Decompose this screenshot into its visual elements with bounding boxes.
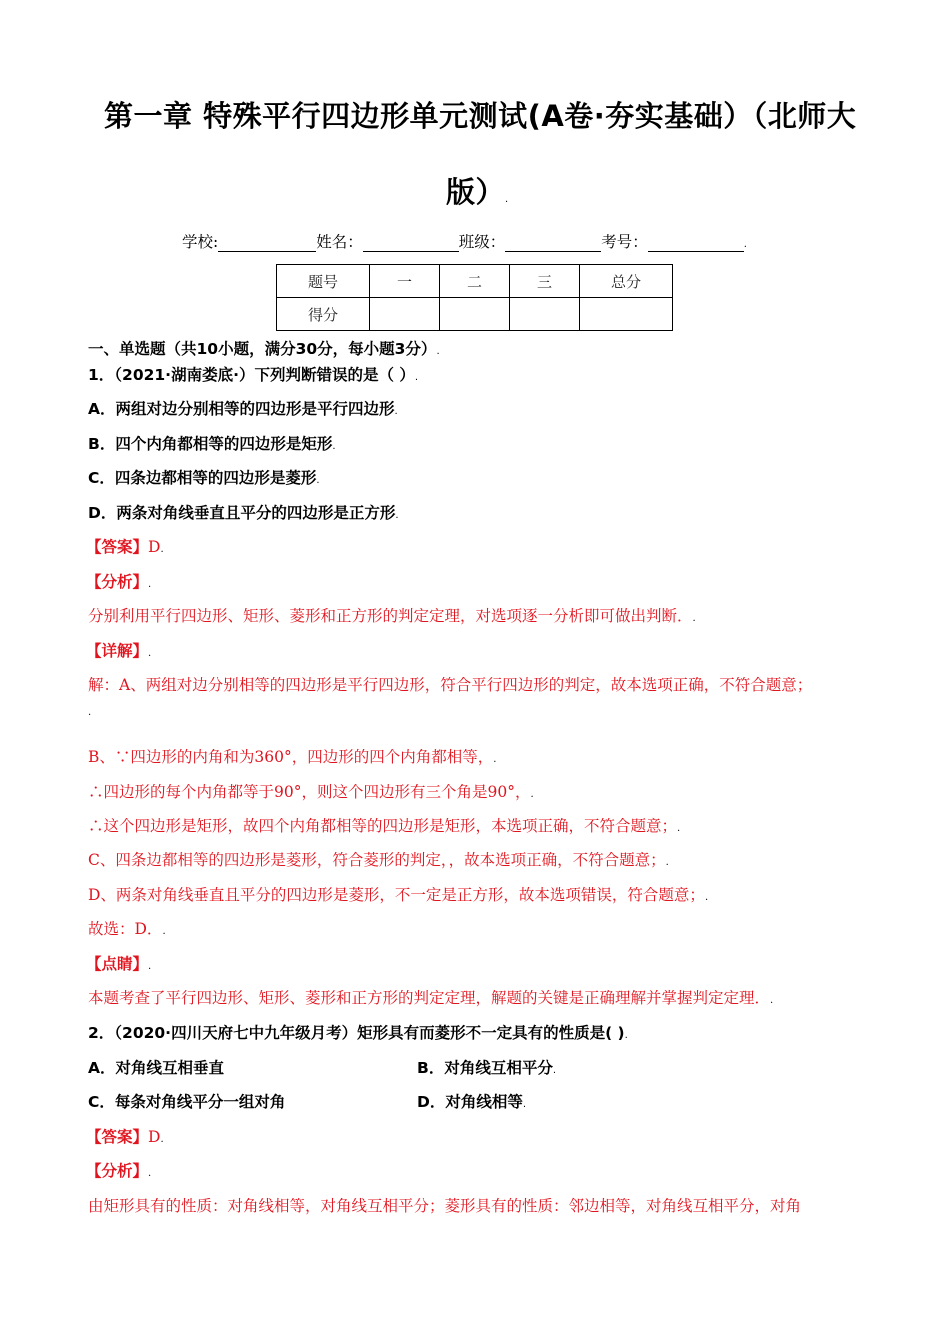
question-1-detail-line: ∴这个四边形是矩形，故四个内角都相等的四边形是矩形，本选项正确，不符合题意；. <box>88 817 681 835</box>
score-cell[interactable] <box>510 298 580 331</box>
question-2-option-a: A．对角线互相垂直 <box>88 1059 224 1077</box>
name-label: 姓名： <box>316 233 363 251</box>
question-1-detail-line: D、两条对角线垂直且平分的四边形是菱形，不一定是正方形，故本选项错误，符合题意；. <box>88 886 709 904</box>
question-1-option-d: D．两条对角线垂直且平分的四边形是正方形. <box>88 504 399 522</box>
score-table <box>276 264 673 331</box>
question-1-detail-line: 故选：D．. <box>88 920 166 938</box>
title-line-1: 第一章 特殊平行四边形单元测试(A卷·夯实基础）（北师大 <box>104 99 857 133</box>
question-1-detail-line: C、四条边都相等的四边形是菱形，符合菱形的判定，，故本选项正确，不符合题意；. <box>88 851 669 869</box>
question-2-analysis: 由矩形具有的性质：对角线相等，对角线互相平分；菱形具有的性质：邻边相等，对角线互相平分，对角 <box>88 1197 802 1215</box>
question-1-analysis-tag: 【分析】. <box>86 573 152 591</box>
exam-no-label: 考号： <box>601 233 648 251</box>
class-label: 班级： <box>458 233 506 251</box>
answer-value: D <box>148 538 161 556</box>
name-field[interactable] <box>363 235 459 252</box>
question-2-stem: 2．（2020·四川天府七中九年级月考）矩形具有而菱形不一定具有的性质是( ). <box>88 1024 628 1042</box>
question-2-answer: 【答案】D. <box>86 1128 164 1146</box>
question-1-comment-tag: 【点睛】. <box>86 955 152 973</box>
score-table-header-row <box>277 265 673 298</box>
answer-tag: 【答案】 <box>86 538 149 556</box>
question-1-detail-line: ∴四边形的每个内角都等于90°，则这个四边形有三个角是90°，. <box>88 783 534 801</box>
score-row-label: 得分 <box>277 298 370 331</box>
score-cell[interactable] <box>580 298 673 331</box>
class-field[interactable] <box>505 235 601 252</box>
answer-tag: 【答案】 <box>86 1128 149 1146</box>
table-header-cell: 二 <box>440 265 510 298</box>
section-heading: 一、单选题（共10小题，满分30分，每小题3分）. <box>88 340 440 358</box>
question-1-detail-tag: 【详解】. <box>86 642 152 660</box>
score-cell[interactable] <box>440 298 510 331</box>
paragraph-mark: . <box>88 707 92 718</box>
question-1-detail-line: B、∵四边形的内角和为360°，四边形的四个内角都相等，. <box>88 748 497 766</box>
question-1-detail-line: 解：A、两组对边分别相等的四边形是平行四边形，符合平行四边形的判定，故本选项正确，不符合题意； <box>88 676 813 694</box>
question-1-option-b: B．四个内角都相等的四边形是矩形. <box>88 435 336 453</box>
table-header-cell: 一 <box>370 265 440 298</box>
page-title <box>104 94 856 135</box>
score-table-score-row <box>277 298 673 331</box>
school-field[interactable] <box>218 235 316 252</box>
question-1-option-a: A．两组对边分别相等的四边形是平行四边形. <box>88 400 398 418</box>
page-title-continued: 版）. <box>446 175 509 209</box>
question-1-analysis: 分别利用平行四边形、矩形、菱形和正方形的判定定理，对选项逐一分析即可做出判断．. <box>88 607 696 625</box>
question-2-option-b: B．对角线互相平分. <box>417 1059 557 1077</box>
question-2-option-d: D．对角线相等. <box>417 1093 527 1111</box>
question-1-option-c: C．四条边都相等的四边形是菱形. <box>88 469 320 487</box>
answer-value: D <box>148 1128 161 1146</box>
table-header-cell: 总分 <box>580 265 673 298</box>
student-info-line: 学校: 姓名： 班级： 考号： . <box>182 233 747 251</box>
question-1-answer: 【答案】D. <box>86 538 164 556</box>
title-line-2: 版） <box>446 175 506 209</box>
question-2-analysis-tag: 【分析】. <box>86 1162 152 1180</box>
exam-no-field[interactable] <box>648 235 744 252</box>
question-2-option-c: C．每条对角线平分一组对角 <box>88 1093 286 1111</box>
score-cell[interactable] <box>370 298 440 331</box>
school-label: 学校: <box>182 233 219 251</box>
table-header-cell: 三 <box>510 265 580 298</box>
table-header-cell: 题号 <box>277 265 370 298</box>
question-1-comment: 本题考查了平行四边形、矩形、菱形和正方形的判定定理，解题的关键是正确理解并掌握判定定理．. <box>88 989 774 1007</box>
question-1-stem: 1．（2021·湖南娄底·）下列判断错误的是（ ）. <box>88 366 419 384</box>
